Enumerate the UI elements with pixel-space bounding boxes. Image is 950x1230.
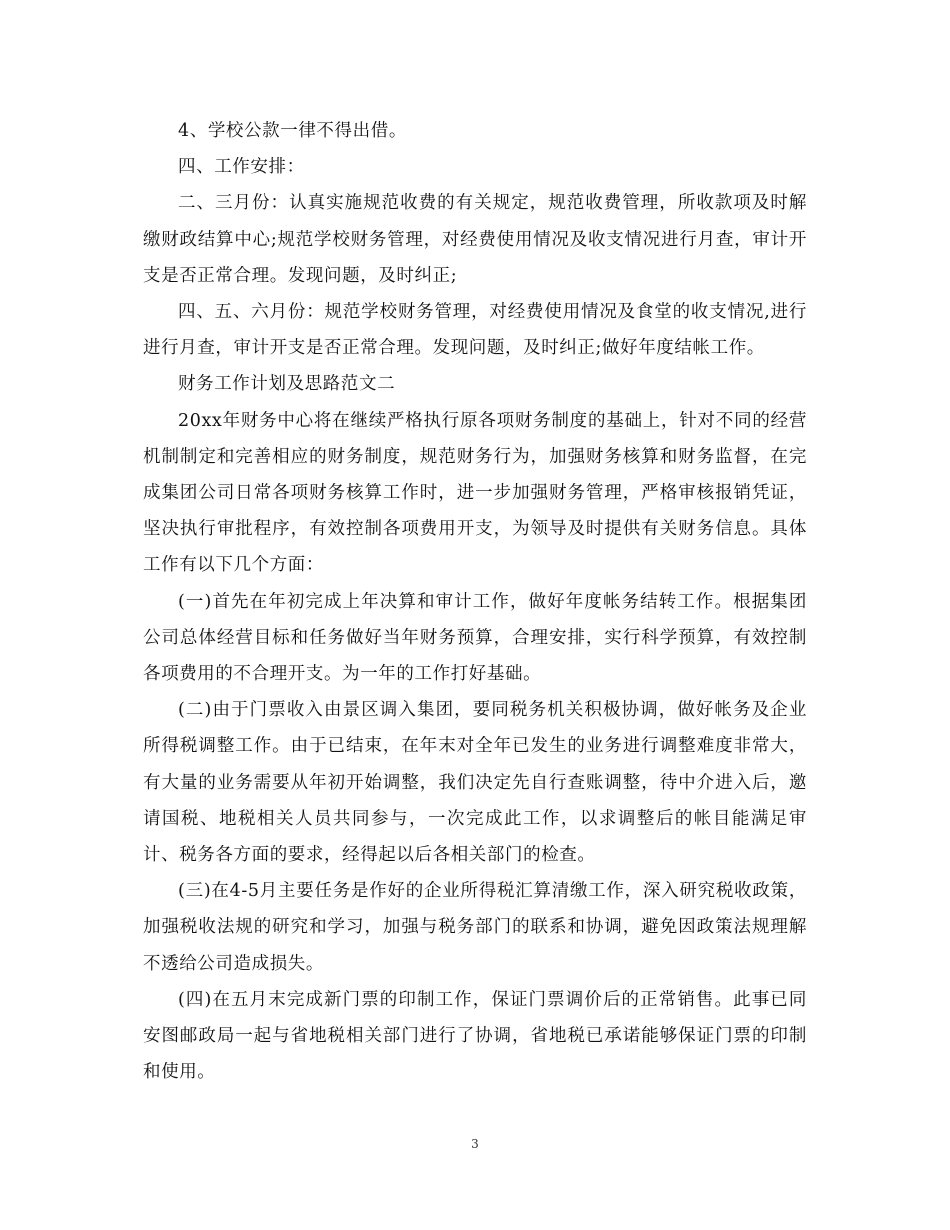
paragraph-item-two: (二)由于门票收入由景区调入集团，要同税务机关积极协调，做好帐务及企业所得税调整工作。由于已结束，在年末对全年已发生的业务进行调整难度非常大，有大量的业务需要从年初开始调整，我们决定先自行查账调整，待中介进入后，邀请国税、地税相关人员共同参与，一次完成此工作，以求调整后的帐目能满足审计、税务各方面的要求，经得起以后各相关部门的检查。 bbox=[143, 700, 807, 866]
paragraph-item-four: (四)在五月末完成新门票的印制工作，保证门票调价后的正常销售。此事已同安图邮政局一起与省地税相关部门进行了协调，省地税已承诺能够保证门票的印制和使用。 bbox=[143, 989, 807, 1083]
document-body bbox=[143, 113, 807, 1090]
paragraph-public-funds-rule: 4、学校公款一律不得出借。 bbox=[178, 121, 407, 141]
paragraph-item-one: (一)首先在年初完成上年决算和审计工作，做好年度帐务结转工作。根据集团公司总体经营目标和任务做好当年财务预算，合理安排，实行科学预算，有效控制各项费用的不合理开支。为一年的工作打好基础。 bbox=[143, 591, 807, 685]
paragraph-section-title-sample-two: 财务工作计划及思路范文二 bbox=[178, 374, 396, 395]
paragraph-work-arrangement-heading: 四、工作安排： bbox=[178, 157, 305, 178]
paragraph-feb-mar-plan: 二、三月份：认真实施规范收费的有关规定，规范收费管理，所收款项及时解缴财政结算中心;规范学校财务管理，对经费使用情况及收支情况进行月查，审计开支是否正常合理。发现问题，及时纠正; bbox=[143, 193, 807, 286]
paragraph-finance-center-intro: 20xx年财务中心将在继续严格执行原各项财务制度的基础上，针对不同的经营机制制定和完善相应的财务制度，规范财务行为，加强财务核算和财务监督，在完成集团公司日常各项财务核算工作时，进一步加强财务管理，严格审核报销凭证，坚决执行审批程序，有效控制各项费用开支，为领导及时提供有关财务信息。具体工作有以下几个方面： bbox=[143, 410, 807, 576]
page-number: 3 bbox=[471, 1137, 479, 1151]
paragraph-item-three: (三)在4-5月主要任务是作好的企业所得税汇算清缴工作，深入研究税收政策，加强税收法规的研究和学习，加强与税务部门的联系和协调，避免因政策法规理解不透给公司造成损失。 bbox=[143, 881, 807, 974]
paragraph-apr-jun-plan: 四、五、六月份：规范学校财务管理，对经费使用情况及食堂的收支情况,进行进行月查，审计开支是否正常合理。发现问题，及时纠正;做好年度结帐工作。 bbox=[143, 302, 807, 359]
